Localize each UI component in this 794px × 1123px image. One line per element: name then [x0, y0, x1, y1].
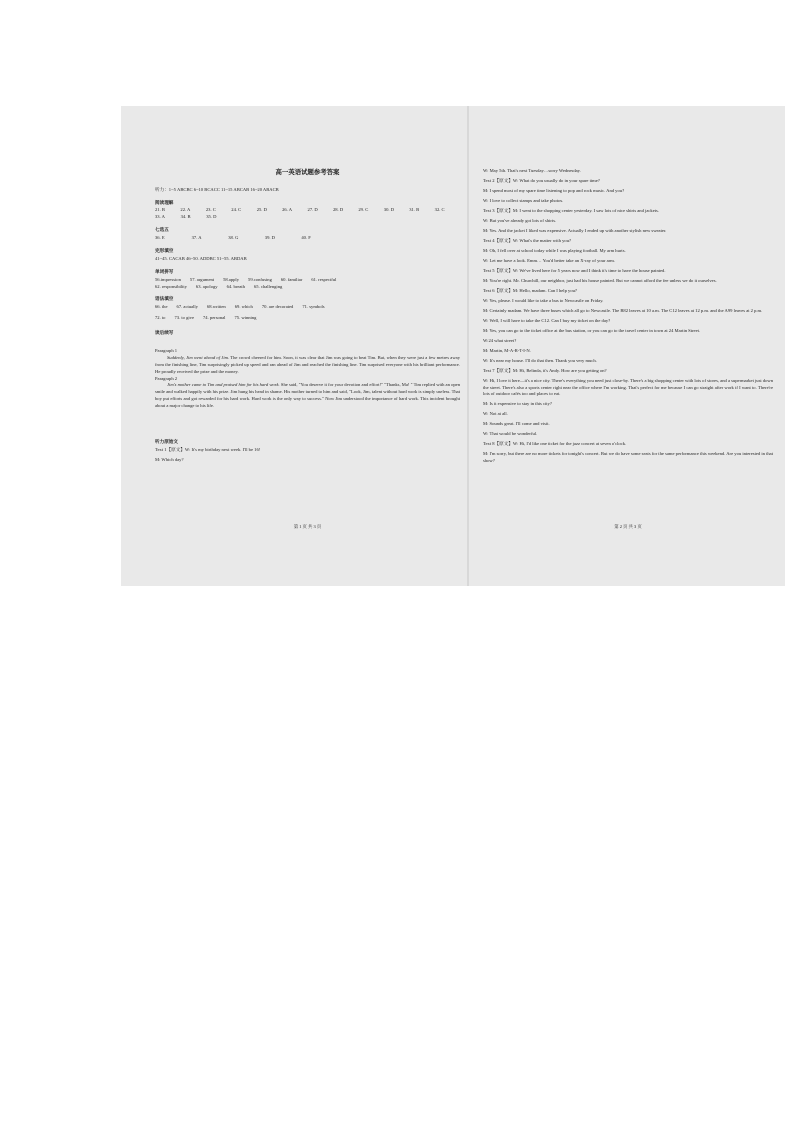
answer: 32. C [434, 207, 445, 213]
dialogue-line: M: I'm sorry, but there are no more tickets for tonight's concert. But we do have some seats for the same performance this weekend. Are you interested in that show? [483, 451, 773, 464]
dialogue-line: W: I love to collect stamps and take photos. [483, 197, 564, 203]
dialogue-line: W: Not at all. [483, 411, 508, 417]
dialogue-line: W: May 5th. That's next Tuesday…sorry Wednesday. [483, 168, 581, 173]
dialogue-line: W: Let me have a look. Emm… You'd better take an X-ray of your arm. [483, 257, 615, 263]
left-page [155, 106, 460, 586]
dialogue-line: Text 3【原文】M: I went to the shopping center yesterday. I saw lots of nice shirts and jackets. [483, 207, 659, 213]
answer: 58.apply [223, 276, 240, 282]
grammar-fill-heading: 语法填空 [155, 297, 174, 303]
dialogue-line: M: Oh, I fell over at school today while I was playing football. My arm hurts. [483, 247, 626, 253]
answer: 56.impression [155, 276, 181, 282]
scanned-document [121, 106, 785, 586]
answer: 70. are decorated [261, 304, 294, 310]
paragraph-2-label: Paragraph 2 [155, 375, 178, 381]
answer: 66. the [155, 304, 168, 310]
answer: 57. argument [189, 276, 215, 282]
answer: 64. breath [226, 283, 245, 289]
seven-choose-five-answers [155, 235, 460, 242]
answer: 37. A [191, 235, 202, 241]
dialogue-line: Text 8【原文】W: Hi, I'd like one ticket for the jazz concert at seven o'clock. [483, 441, 627, 447]
answer: 29. C [358, 207, 369, 213]
answer: 72. to [155, 315, 166, 321]
paragraph-2-body: She said, "You deserve it for your devotion and effort!" "Thanks, Ma! " Tim replied with an open smile and walked happily with his prize. Jim hung his head in shame. His mother turned to him and said, "Look, Jim, talent without hard work is simply useless. That boy put efforts and got rewarded for his hard work. Hard work is the only way to success." Now Jim understood the importance of hard work. This incident brought about a major change to his life. [155, 382, 460, 409]
dialogue-line: M: Sounds great. I'll come and visit. [483, 421, 550, 427]
answer: 23. C [205, 207, 216, 213]
dialogue-line: W: Well, I will have to take the C12. Can I buy my ticket on the day? [483, 317, 611, 323]
paragraph-1-body: The crowd cheered for him. Soon, it was clear that Jim was going to beat Tim. But, when they were just a few metres away from the finishing line, Tim surprisingly picked up speed and ran ahead of Jim and reached the finishing line. Tim surprised everyone with his brilliant performance. He proudly received the prize and the money. [155, 354, 460, 374]
dialogue-line: M: Is it expensive to stay in this city? [483, 401, 552, 407]
answer: 25. D [256, 207, 267, 213]
answer: 39. D [264, 235, 275, 241]
answer: 67. actually [176, 304, 198, 310]
reading-answers-row-1 [155, 207, 460, 214]
paragraph-1-label: Paragraph 1 [155, 347, 178, 353]
page-divider [467, 106, 469, 586]
answer: 33. A [155, 214, 165, 220]
dialogue-line: M: Martin, M-A-R-T-I-N. [483, 347, 531, 353]
answer: 65. challenging [253, 283, 283, 289]
dialogue-line: Text 7【原文】M: Hi, Belinda, it's Andy. How are you getting on? [483, 367, 607, 373]
answer: 61. respectful [311, 276, 337, 282]
answer: 36. E [155, 235, 165, 241]
answer: 35. D [206, 214, 217, 220]
answer: 73. to give [174, 315, 194, 321]
answer: 28. D [332, 207, 344, 213]
dialogue-line: W: That would be wonderful. [483, 431, 538, 437]
page-title: 高一英语试题参考答案 [275, 168, 340, 176]
word-spelling-row-1 [155, 277, 460, 284]
dialogue-line: Text 1【原文】W: It's my birthday next week. I'll be 16! [155, 446, 261, 452]
grammar-fill-row-2 [155, 315, 460, 322]
dialogue-line: Text 6【原文】M: Hello, madam. Can I help you? [483, 287, 577, 293]
answer: 34. B [180, 214, 191, 220]
answer: 27. D [307, 207, 318, 213]
dialogue-line: M: Yes. And the jacket I liked was expensive. Actually I ended up with another stylish new sweater. [483, 227, 667, 233]
seven-choose-five-heading: 七选五 [155, 228, 169, 234]
dialogue-line: M: I spend most of my spare time listening to pop and rock music. And you? [483, 187, 625, 193]
answer: 62. responsibility [155, 283, 187, 289]
answer: 38. G [228, 235, 239, 241]
continuation-heading: 读后续写 [155, 331, 174, 337]
reading-answers-row-2 [155, 214, 460, 221]
dialogue-line: M: Certainly madam. We have three buses which all go to Newcastle. The B82 leaves at 10 a.m. The C12 leaves at 12 p.m. and the A99 leaves at 2 p.m. [483, 307, 763, 313]
listening-answers: 听力：1~5 ABCBC 6~10 BCACC 11~15 ABCAB 16~20 ABACB [155, 186, 279, 192]
dialogue-line: M: Yes, you can go to the ticket office at the bus station, or you can go to the travel center in town at 24 Martin Street. [483, 327, 701, 333]
reading-heading: 阅读理解 [155, 200, 174, 206]
dialogue-line: W: It's near my house. I'll do that then. Thank you very much. [483, 357, 597, 363]
dialogue-line: Text 4【原文】W: What's the matter with you? [483, 237, 572, 243]
dialogue-line: W:24 what street? [483, 337, 517, 343]
page-footer: 第 1 页 共 3 页 [293, 524, 322, 529]
answer: 71. symbols [302, 304, 325, 310]
cloze-heading: 完形填空 [155, 248, 174, 254]
word-spelling-row-2 [155, 284, 460, 291]
answer: 24. C [231, 207, 242, 213]
answer: 69. which [234, 304, 253, 310]
answer: 74. personal [203, 315, 226, 321]
paragraph-2-text [155, 382, 460, 410]
paragraph-2-opening: Jim's mother came to Tim and praised him for his hard work. [167, 382, 280, 388]
dialogue-line: W: But you've already got lots of shirts. [483, 217, 557, 223]
answer: 21. B [155, 207, 165, 213]
answer: 75. winning [234, 315, 257, 321]
answer: 30. D [383, 207, 395, 213]
paragraph-1-opening: Suddenly, Jim went ahead of Jim. [167, 354, 230, 360]
right-page [483, 106, 773, 586]
answer: 68.written [206, 304, 226, 310]
word-spelling-heading: 单词拼写 [155, 269, 174, 275]
listening-script-heading: 听力原始文 [155, 439, 178, 445]
answer: 26. A [282, 207, 293, 213]
answer: 63. apology [195, 283, 218, 289]
answer: 22. A [180, 207, 191, 213]
dialogue-line: Text 5【原文】W: We've lived here for 5 years now and I think it's time to have the house painted. [483, 267, 666, 273]
answer: 31. B [409, 207, 420, 213]
answer: 59.confusing [248, 276, 272, 282]
page-footer: 第 2 页 共 3 页 [614, 524, 642, 529]
dialogue-line: M: Which day? [155, 456, 184, 462]
cloze-answers: 41~45. CACAB 46~50. ADDBC 51~55. ABDAB [155, 255, 247, 261]
dialogue-line: M: You're right. Mr. Churchill, our neighbor, just had his house painted. But we cannot afford the fee unless we do it ourselves. [483, 277, 717, 283]
dialogue-line: Text 2【原文】W: What do you usually do in your spare time? [483, 177, 600, 183]
grammar-fill-row-1 [155, 304, 460, 311]
answer: 60. familiar [280, 276, 303, 282]
paragraph-1-text [155, 355, 460, 376]
dialogue-line: W: Hi, I love it here—it's a nice city. There's everything you need just close-by. There's a big shopping center with lots of stores, and a supermarket just down the street. There's also a sports center right near the office where I'm working. That's perfect for me because I can go straight after work if I want to. There're lots of outdoor cafés too and places to eat. [483, 377, 773, 397]
answer: 40. F [301, 235, 311, 241]
dialogue-line: W: Yes, please. I would like to take a bus to Newcastle on Friday. [483, 297, 604, 303]
